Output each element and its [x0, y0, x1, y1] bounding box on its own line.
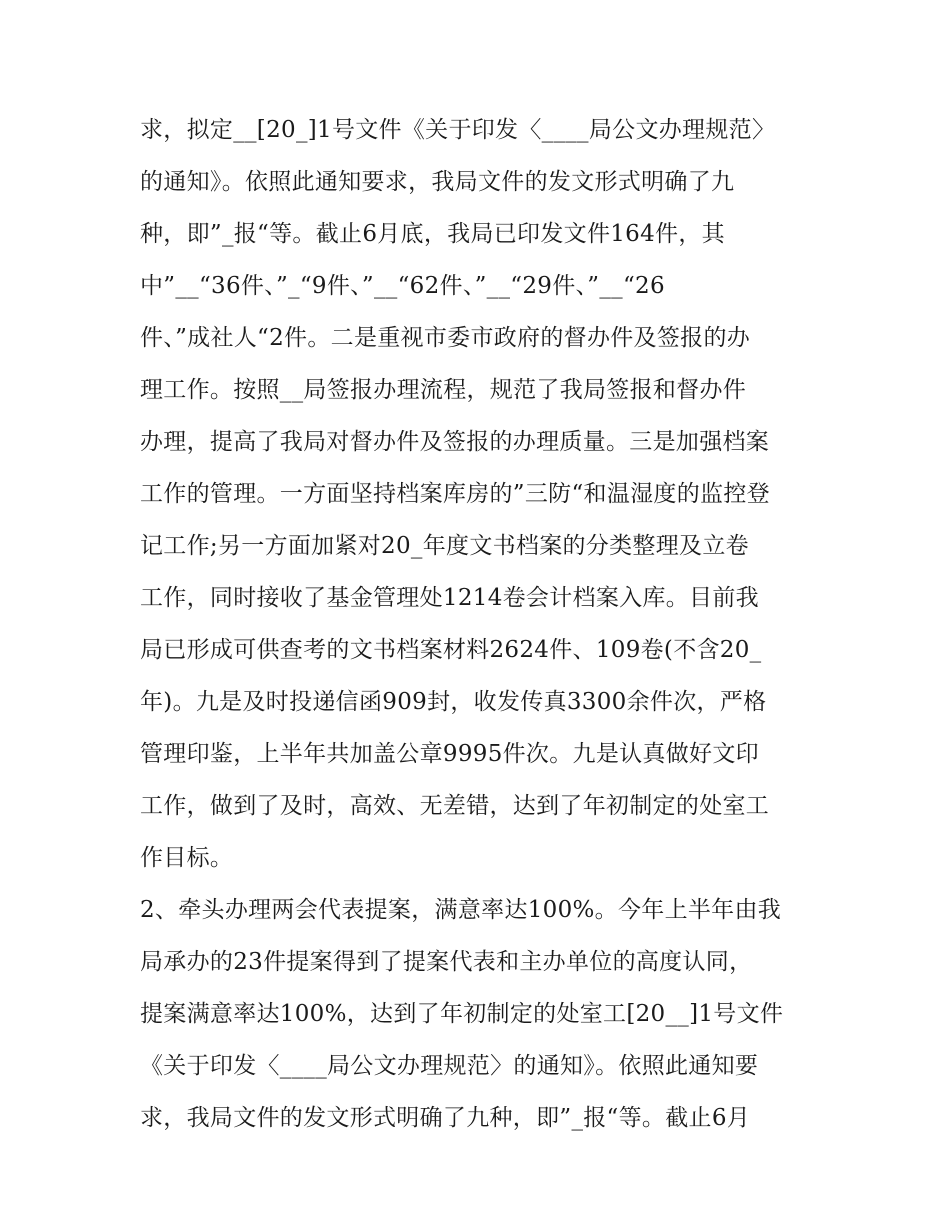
- text-line: 年)。九是及时投递信函909封，收发传真3300余件次，严格: [140, 689, 767, 715]
- document-body: [140, 104, 830, 1144]
- text-line: 求，拟定__[20_]1号文件《关于印发〈____局公文办理规范〉: [140, 117, 776, 143]
- text-line: 作目标。: [140, 845, 234, 871]
- text-line: 《关于印发〈____局公文办理规范〉的通知》。依照此通知要: [140, 1053, 759, 1079]
- text-line: 工作，同时接收了基金管理处1214卷会计档案入库。目前我: [140, 585, 759, 611]
- text-line: 局已形成可供查考的文书档案材料2624件、109卷(不含20_: [140, 637, 762, 663]
- text-line: 管理印鉴，上半年共加盖公章9995件次。九是认真做好文印: [140, 741, 759, 767]
- text-line: 2、牵头办理两会代表提案，满意率达100%。今年上半年由我: [140, 897, 782, 923]
- text-line: 办理，提高了我局对督办件及签报的办理质量。三是加强档案: [140, 429, 770, 455]
- text-line: 提案满意率达100%，达到了年初制定的处室工[20__]1号文件: [140, 1001, 784, 1027]
- text-line: 件、”成社人“2件。二是重视市委市政府的督办件及签报的办: [140, 325, 751, 351]
- text-line: 的通知》。依照此通知要求，我局文件的发文形式明确了九: [140, 169, 735, 195]
- text-line: 理工作。按照__局签报办理流程，规范了我局签报和督办件: [140, 377, 747, 403]
- text-line: 中”__“36件、”_“9件、”__“62件、”__“29件、”__“26: [140, 273, 665, 299]
- text-line: 求，我局文件的发文形式明确了九种，即”_报“等。截止6月: [140, 1105, 751, 1131]
- text-line: 种，即”_报“等。截止6月底，我局已印发文件164件，其: [140, 221, 725, 247]
- text-line: 记工作;另一方面加紧对20_年度文书档案的分类整理及立卷: [140, 533, 749, 559]
- text-line: 局承办的23件提案得到了提案代表和主办单位的高度认同，: [140, 949, 753, 975]
- text-line: 工作的管理。一方面坚持档案库房的”三防“和温湿度的监控登: [140, 481, 770, 507]
- text-line: 工作，做到了及时，高效、无差错，达到了年初制定的处室工: [140, 793, 770, 819]
